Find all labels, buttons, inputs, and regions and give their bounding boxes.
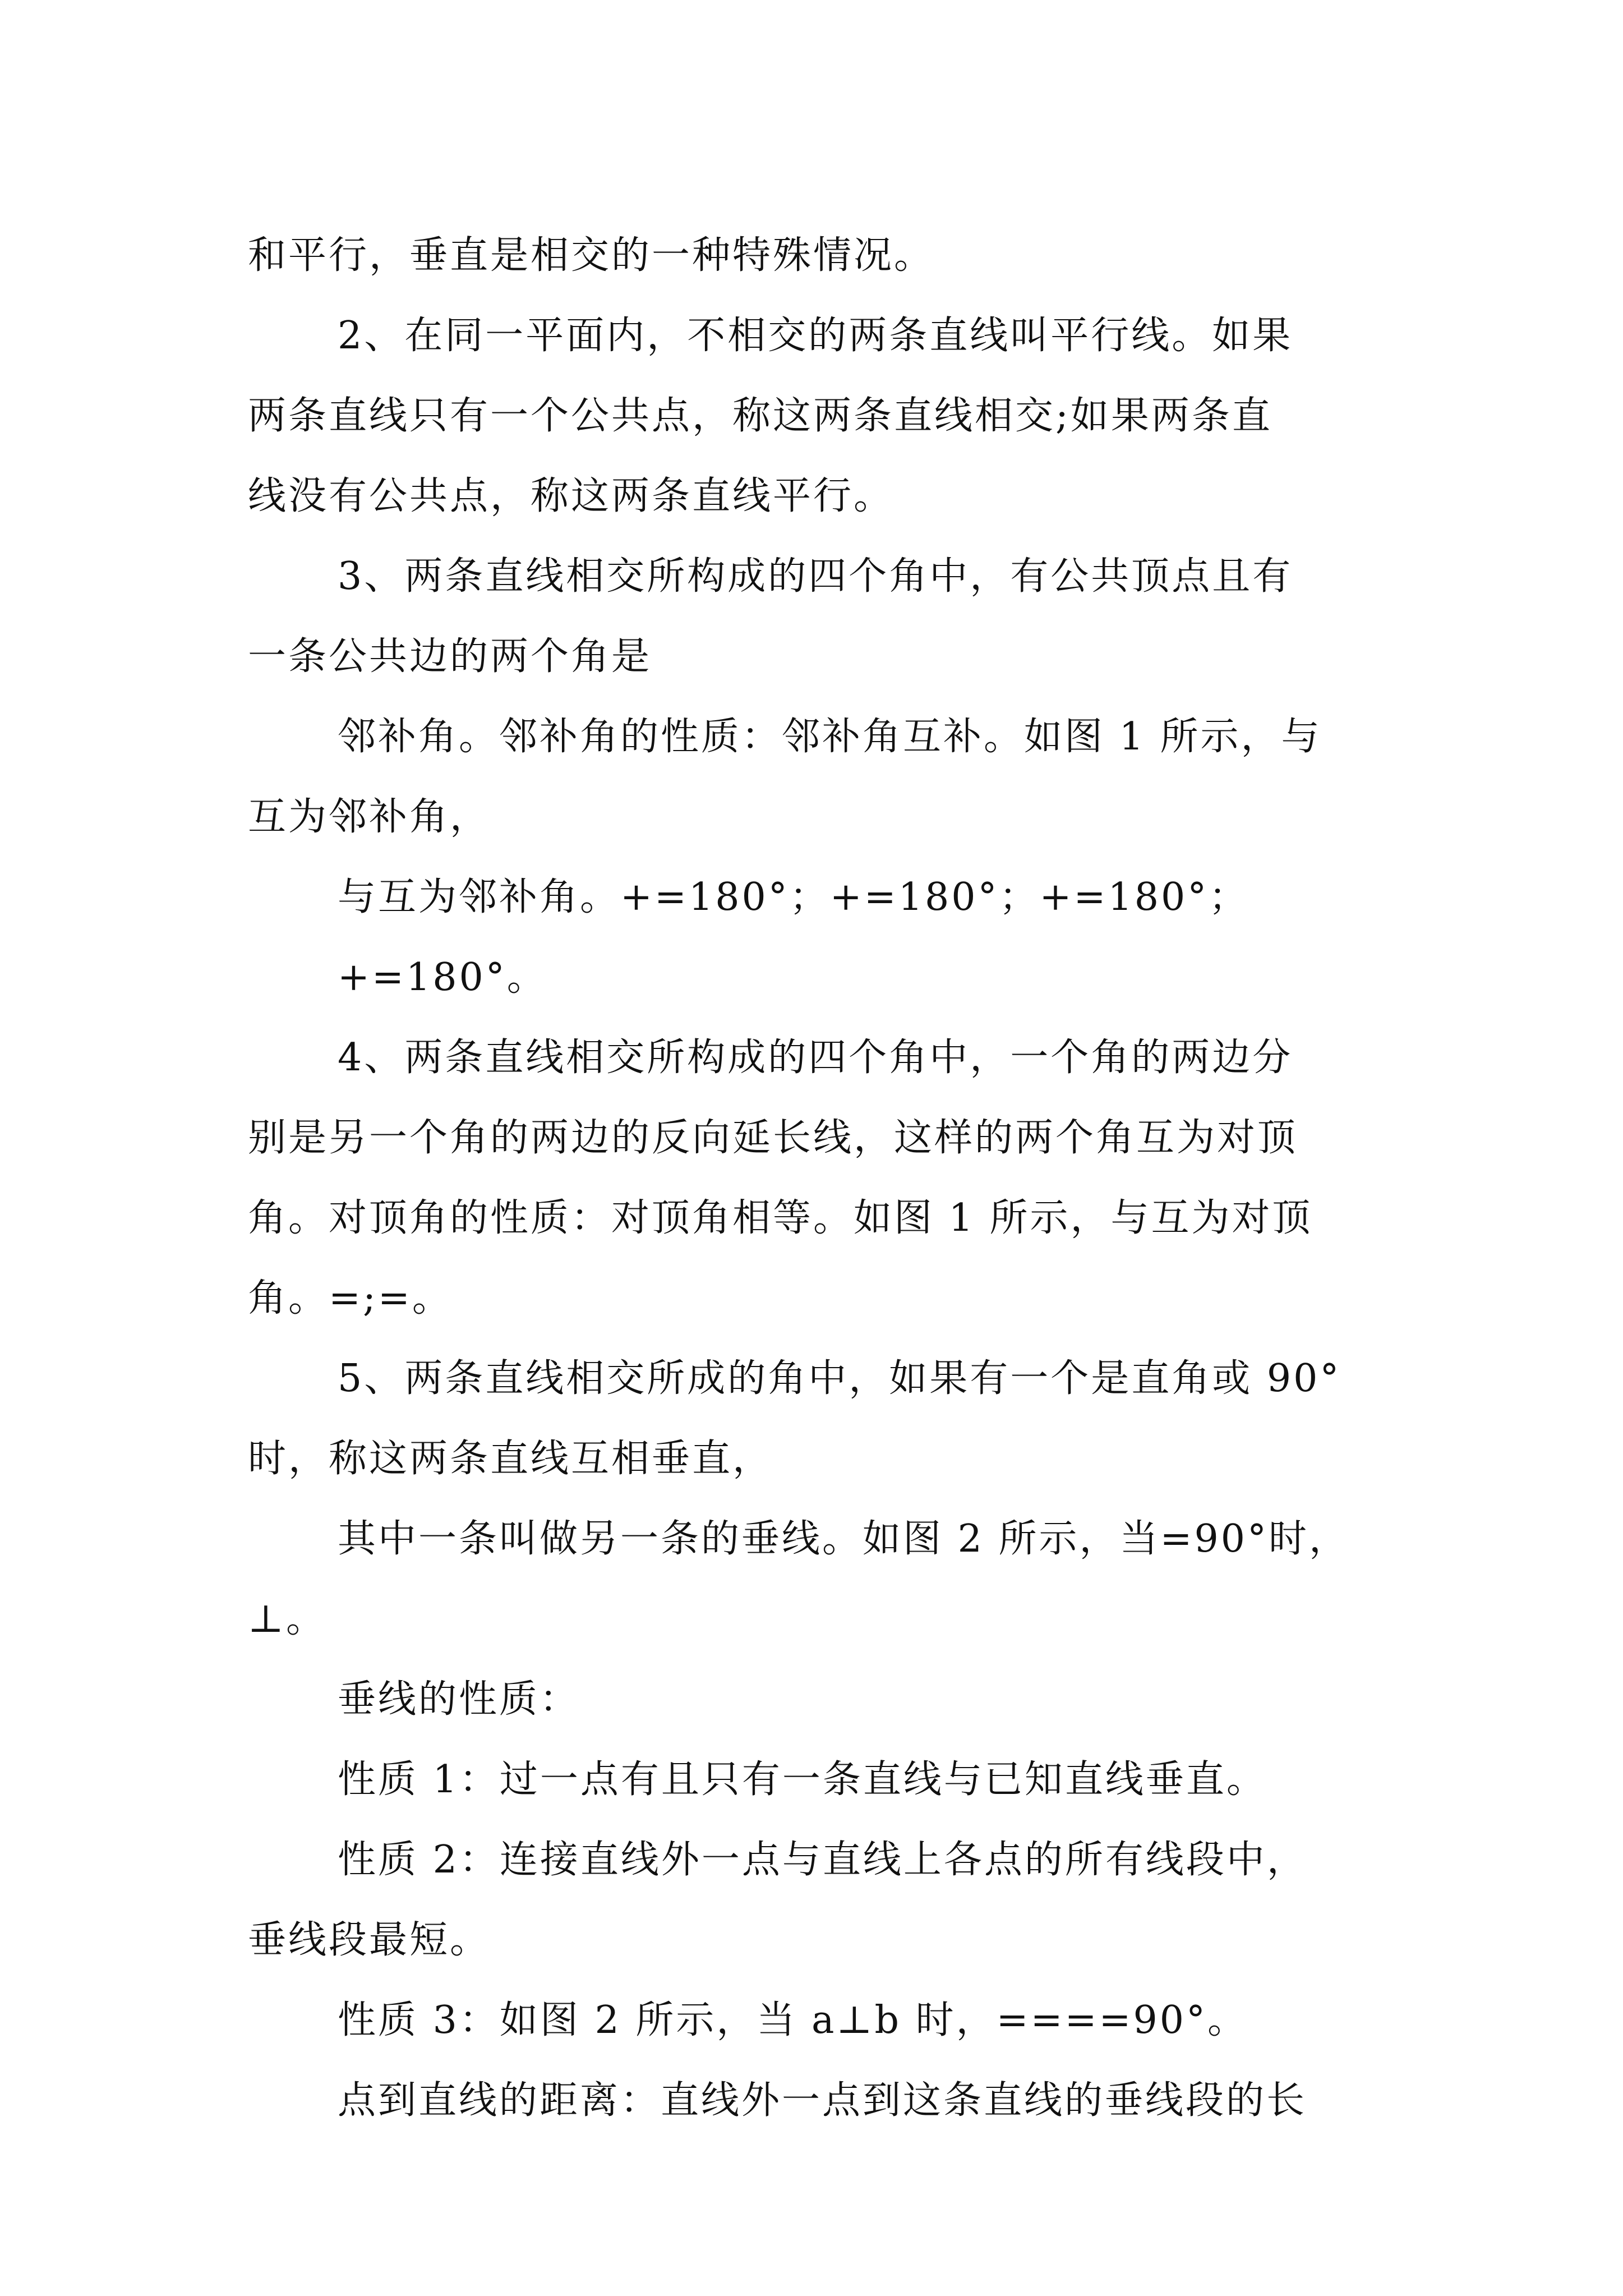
text-line: 性质 3：如图 2 所示，当 a⊥b 时，====90°。 xyxy=(338,1998,1248,2042)
text-line: 角。=;=。 xyxy=(248,1276,453,1320)
document-body xyxy=(248,215,1392,2141)
text-line: 线没有公共点，称这两条直线平行。 xyxy=(248,474,895,518)
text-line: 别是另一个角的两边的反向延长线，这样的两个角互为对顶 xyxy=(248,1116,1298,1160)
text-line: 其中一条叫做另一条的垂线。如图 2 所示，当=90°时， xyxy=(338,1517,1349,1561)
text-line: 角。对顶角的性质：对顶角相等。如图 1 所示，与互为对顶 xyxy=(248,1196,1313,1240)
text-line: 一条公共边的两个角是 xyxy=(248,634,652,679)
text-line: 和平行，垂直是相交的一种特殊情况。 xyxy=(248,233,935,278)
text-line: 邻补角。邻补角的性质：邻补角互补。如图 1 所示，与 xyxy=(338,715,1322,759)
text-line: 垂线段最短。 xyxy=(248,1918,491,1962)
text-line: ⊥。 xyxy=(248,1597,326,1641)
text-line: 与互为邻补角。+=180°；+=180°；+=180°； xyxy=(338,875,1249,919)
text-line: 性质 1：过一点有且只有一条直线与已知直线垂直。 xyxy=(338,1757,1267,1802)
text-line: 5、两条直线相交所成的角中，如果有一个是直角或 90° xyxy=(338,1356,1341,1401)
text-line: 3、两条直线相交所构成的四个角中，有公共顶点且有 xyxy=(338,554,1293,599)
text-line: 2、在同一平面内，不相交的两条直线叫平行线。如果 xyxy=(338,314,1293,358)
text-line: 4、两条直线相交所构成的四个角中，一个角的两边分 xyxy=(338,1036,1293,1080)
text-line: 两条直线只有一个公共点，称这两条直线相交;如果两条直 xyxy=(248,394,1272,438)
text-line: 互为邻补角， xyxy=(248,795,491,839)
text-line: 垂线的性质： xyxy=(338,1677,580,1722)
text-line: 点到直线的距离：直线外一点到这条直线的垂线段的长 xyxy=(338,2078,1307,2123)
text-line: +=180°。 xyxy=(338,955,547,1000)
text-line: 性质 2：连接直线外一点与直线上各点的所有线段中， xyxy=(338,1838,1307,1882)
text-line: 时，称这两条直线互相垂直， xyxy=(248,1437,773,1481)
